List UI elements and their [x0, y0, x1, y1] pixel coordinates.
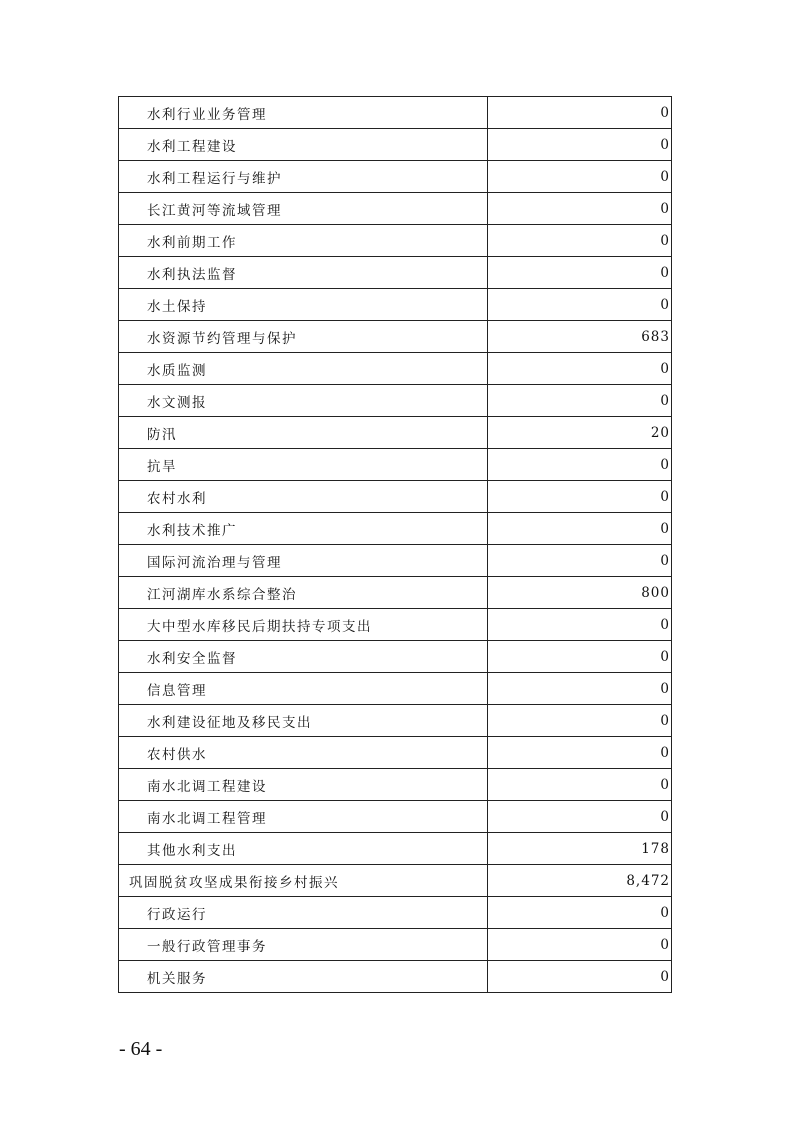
table-row [119, 449, 672, 481]
row-amount: 0 [488, 673, 672, 705]
row-item-name: 水利安全监督 [119, 641, 488, 673]
row-item-name: 机关服务 [119, 961, 488, 993]
row-amount: 178 [488, 833, 672, 865]
row-amount: 0 [488, 801, 672, 833]
row-amount: 0 [488, 129, 672, 161]
row-item-name: 南水北调工程建设 [119, 769, 488, 801]
row-item-name: 水利工程建设 [119, 129, 488, 161]
table-row [119, 385, 672, 417]
table-row [119, 257, 672, 289]
row-amount: 0 [488, 641, 672, 673]
table-row [119, 353, 672, 385]
row-amount: 0 [488, 449, 672, 481]
table-row [119, 897, 672, 929]
budget-table-body [119, 97, 672, 993]
table-row [119, 97, 672, 129]
row-amount: 0 [488, 545, 672, 577]
row-item-name: 其他水利支出 [119, 833, 488, 865]
table-row [119, 641, 672, 673]
row-amount: 0 [488, 353, 672, 385]
row-item-name: 农村供水 [119, 737, 488, 769]
row-amount: 0 [488, 481, 672, 513]
table-row [119, 545, 672, 577]
row-amount: 0 [488, 705, 672, 737]
table-row [119, 513, 672, 545]
row-amount: 0 [488, 225, 672, 257]
table-row [119, 961, 672, 993]
row-amount: 0 [488, 289, 672, 321]
table-row [119, 225, 672, 257]
row-amount: 0 [488, 737, 672, 769]
row-item-name: 巩固脱贫攻坚成果衔接乡村振兴 [119, 865, 488, 897]
row-item-name: 南水北调工程管理 [119, 801, 488, 833]
row-item-name: 水资源节约管理与保护 [119, 321, 488, 353]
row-amount: 0 [488, 609, 672, 641]
table-row [119, 833, 672, 865]
table-row [119, 193, 672, 225]
table-row [119, 737, 672, 769]
row-item-name: 水利执法监督 [119, 257, 488, 289]
row-amount: 0 [488, 769, 672, 801]
page-number: - 64 - [119, 1038, 163, 1060]
row-amount: 0 [488, 161, 672, 193]
row-amount: 0 [488, 193, 672, 225]
row-amount: 800 [488, 577, 672, 609]
row-item-name: 防汛 [119, 417, 488, 449]
table-row [119, 161, 672, 193]
table-row [119, 673, 672, 705]
table-row [119, 129, 672, 161]
table-row [119, 609, 672, 641]
row-item-name: 一般行政管理事务 [119, 929, 488, 961]
row-amount: 0 [488, 929, 672, 961]
row-amount: 683 [488, 321, 672, 353]
row-item-name: 农村水利 [119, 481, 488, 513]
row-item-name: 国际河流治理与管理 [119, 545, 488, 577]
row-amount: 0 [488, 961, 672, 993]
row-item-name: 大中型水库移民后期扶持专项支出 [119, 609, 488, 641]
row-item-name: 长江黄河等流域管理 [119, 193, 488, 225]
table-row [119, 705, 672, 737]
row-item-name: 水利行业业务管理 [119, 97, 488, 129]
row-item-name: 信息管理 [119, 673, 488, 705]
row-item-name: 水利前期工作 [119, 225, 488, 257]
row-item-name: 水土保持 [119, 289, 488, 321]
table-row [119, 929, 672, 961]
row-item-name: 水利建设征地及移民支出 [119, 705, 488, 737]
row-amount: 8,472 [488, 865, 672, 897]
table-row [119, 577, 672, 609]
row-item-name: 抗旱 [119, 449, 488, 481]
table-row [119, 321, 672, 353]
row-item-name: 江河湖库水系综合整治 [119, 577, 488, 609]
row-item-name: 水质监测 [119, 353, 488, 385]
row-item-name: 水文测报 [119, 385, 488, 417]
row-amount: 0 [488, 513, 672, 545]
row-item-name: 行政运行 [119, 897, 488, 929]
table-row [119, 801, 672, 833]
table-row [119, 865, 672, 897]
table-row [119, 769, 672, 801]
row-amount: 0 [488, 385, 672, 417]
table-row [119, 417, 672, 449]
row-amount: 0 [488, 97, 672, 129]
table-row [119, 481, 672, 513]
row-amount: 0 [488, 257, 672, 289]
row-item-name: 水利工程运行与维护 [119, 161, 488, 193]
budget-table [118, 96, 672, 993]
table-row [119, 289, 672, 321]
row-item-name: 水利技术推广 [119, 513, 488, 545]
row-amount: 0 [488, 897, 672, 929]
row-amount: 20 [488, 417, 672, 449]
